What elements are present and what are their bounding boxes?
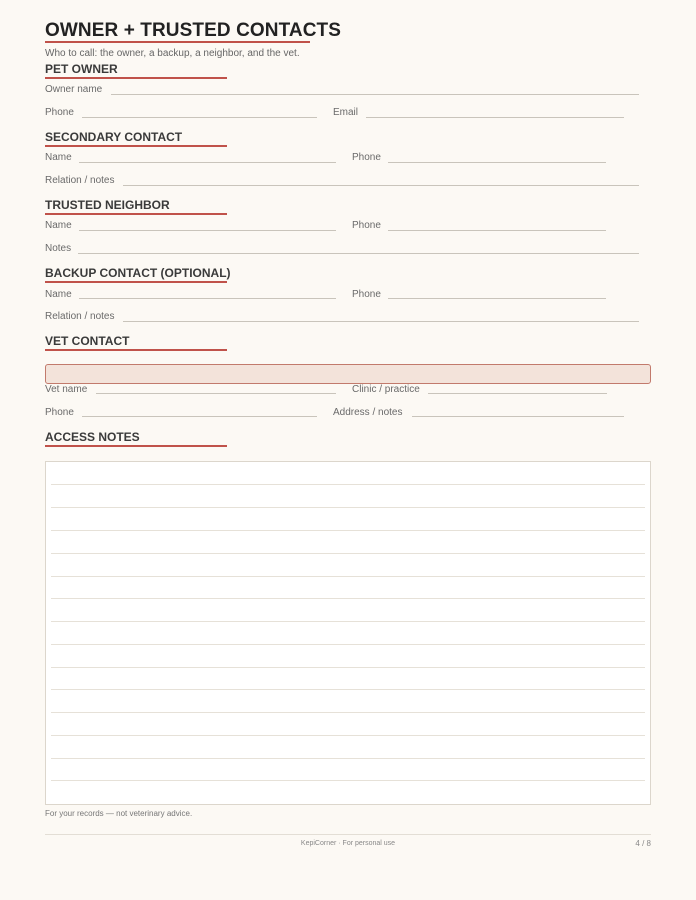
vet-name-field[interactable] [96, 393, 336, 394]
page-title: OWNER + TRUSTED CONTACTS [45, 20, 342, 41]
section-underline [45, 145, 227, 147]
section-underline [45, 349, 227, 351]
vet-clinic-label: Clinic / practice [352, 384, 420, 395]
notes-ruled-line [51, 553, 645, 554]
owner-phone-label: Phone [45, 107, 74, 118]
notes-ruled-line [51, 576, 645, 577]
vet-address-label: Address / notes [333, 407, 403, 418]
backup-relation-field[interactable] [123, 321, 639, 322]
secondary-relation-field[interactable] [123, 185, 639, 186]
notes-ruled-line [51, 667, 645, 668]
owner-name-label: Owner name [45, 84, 103, 95]
owner-email-field[interactable] [366, 117, 624, 118]
backup-phone-label: Phone [352, 289, 381, 300]
section-heading-access-notes: ACCESS NOTES [45, 430, 140, 444]
neighbor-phone-label: Phone [352, 220, 381, 231]
section-underline [45, 445, 227, 447]
secondary-name-field[interactable] [79, 162, 336, 163]
neighbor-phone-field[interactable] [388, 230, 606, 231]
secondary-relation-label: Relation / notes [45, 175, 115, 186]
footer-brand: KepiCorner · For personal use [300, 840, 396, 847]
notes-ruled-line [51, 689, 645, 690]
notes-ruled-line [51, 644, 645, 645]
owner-name-field[interactable] [111, 94, 639, 95]
section-underline [45, 77, 227, 79]
access-notes-box[interactable] [45, 461, 651, 805]
section-heading-pet-owner: PET OWNER [45, 62, 118, 76]
vet-phone-field[interactable] [82, 416, 317, 417]
backup-phone-field[interactable] [388, 298, 606, 299]
section-heading-secondary-contact: SECONDARY CONTACT [45, 130, 183, 144]
neighbor-notes-field[interactable] [78, 253, 639, 254]
secondary-phone-label: Phone [352, 152, 381, 163]
notes-ruled-line [51, 598, 645, 599]
secondary-name-label: Name [45, 152, 72, 163]
section-underline [45, 281, 227, 283]
vet-name-label: Vet name [45, 384, 88, 395]
section-heading-trusted-neighbor: TRUSTED NEIGHBOR [45, 198, 170, 212]
backup-name-label: Name [45, 289, 72, 300]
vet-clinic-field[interactable] [428, 393, 607, 394]
owner-phone-field[interactable] [82, 117, 317, 118]
title-underline [45, 41, 310, 43]
neighbor-name-label: Name [45, 220, 72, 231]
section-heading-vet-contact: VET CONTACT [45, 334, 130, 348]
vet-phone-label: Phone [45, 407, 74, 418]
notes-ruled-line [51, 780, 645, 781]
neighbor-notes-label: Notes [45, 243, 72, 254]
backup-name-field[interactable] [79, 298, 336, 299]
page-number: 4 / 8 [635, 839, 651, 848]
disclaimer-text: For your records — not veterinary advice. [45, 809, 193, 818]
notes-ruled-line [51, 621, 645, 622]
notes-ruled-line [51, 735, 645, 736]
neighbor-name-field[interactable] [79, 230, 336, 231]
vet-highlight-field[interactable] [45, 364, 651, 384]
section-underline [45, 213, 227, 215]
footer-divider [45, 834, 651, 835]
notes-ruled-line [51, 530, 645, 531]
backup-relation-label: Relation / notes [45, 311, 115, 322]
owner-email-label: Email [333, 107, 359, 118]
vet-address-field[interactable] [412, 416, 624, 417]
notes-ruled-line [51, 507, 645, 508]
page-subtitle: Who to call: the owner, a backup, a neighbor, and the vet. [45, 48, 300, 59]
notes-ruled-line [51, 758, 645, 759]
secondary-phone-field[interactable] [388, 162, 606, 163]
section-heading-backup-contact: BACKUP CONTACT (OPTIONAL) [45, 266, 231, 280]
notes-ruled-line [51, 484, 645, 485]
notes-ruled-line [51, 712, 645, 713]
